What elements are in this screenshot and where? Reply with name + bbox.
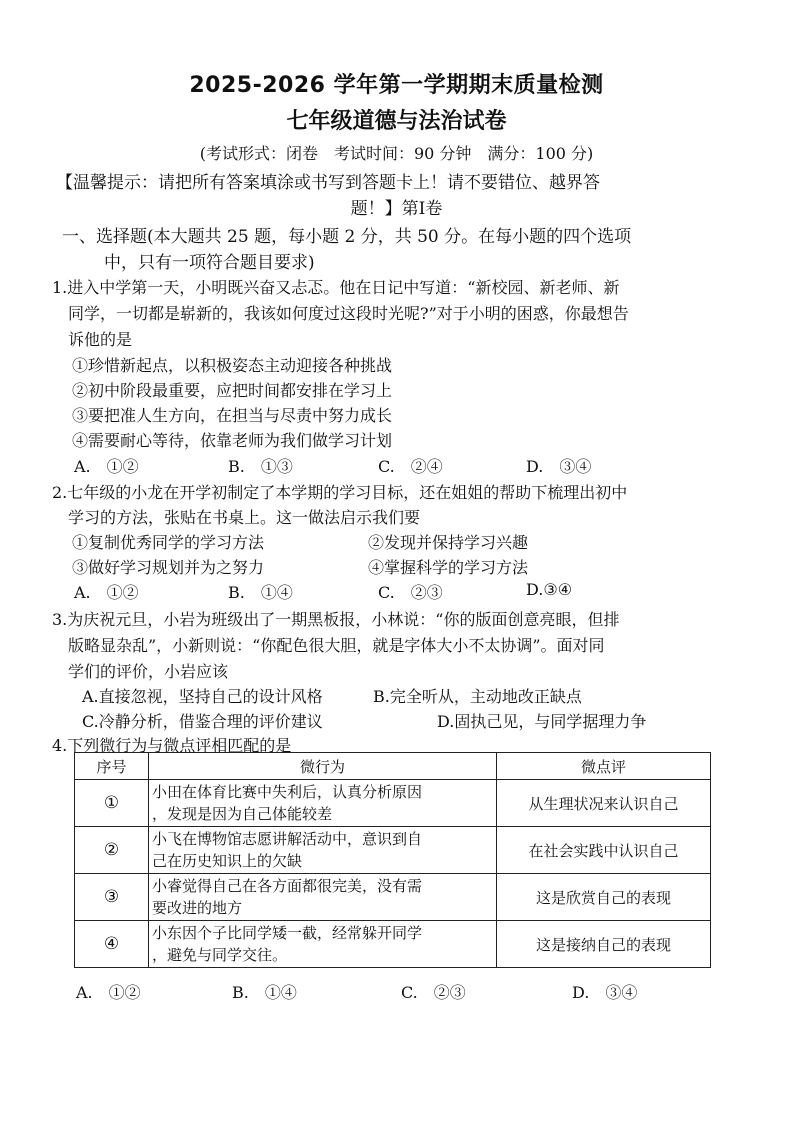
q1-option-c[interactable]: C. ②④ — [378, 457, 443, 476]
row-behavior-line: 小田在体育比赛中失利后，认真分析原因 — [152, 783, 423, 801]
row-behavior — [149, 827, 497, 874]
tip-line-2: 题！】第Ⅰ卷 — [350, 199, 443, 219]
row-behavior — [149, 780, 497, 827]
q2-stem-line-2: 学习的方法，张贴在书桌上。这一做法启示我们要 — [68, 508, 421, 527]
q4-option-b[interactable]: B. ①④ — [232, 983, 297, 1002]
row-comment: 在社会实践中认识自己 — [497, 827, 711, 874]
q1-stem-line-1: 1.进入中学第一天，小明既兴奋又忐忑。他在日记中写道：“新校园、新老师、新 — [52, 278, 620, 297]
q1-option-b[interactable]: B. ①③ — [228, 457, 293, 476]
q2-option-b[interactable]: B. ①④ — [228, 583, 293, 602]
row-behavior — [149, 874, 497, 921]
column-header-comment: 微点评 — [497, 753, 711, 780]
q4-option-a[interactable]: A. ①② — [76, 983, 141, 1002]
exam-title: 2025-2026 学年第一学期期末质量检测 — [189, 73, 604, 98]
column-header-behavior: 微行为 — [149, 753, 497, 780]
exam-info: (考试形式：闭卷 考试时间：90 分钟 满分：100 分) — [199, 144, 594, 163]
q3-option-d[interactable]: D.固执己见，与同学据理力争 — [437, 712, 647, 731]
tip-line-1: 【温馨提示：请把所有答案填涂或书写到答题卡上！请不要错位、越界答 — [56, 173, 600, 193]
q4-table — [74, 752, 711, 968]
row-number: ③ — [75, 874, 149, 921]
q2-item: ④掌握科学的学习方法 — [368, 558, 529, 577]
q2-option-a[interactable]: A. ①② — [74, 583, 139, 602]
q1-item: ①珍惜新起点，以积极姿态主动迎接各种挑战 — [72, 356, 393, 375]
row-behavior-line: 小飞在博物馆志愿讲解活动中，意识到自 — [152, 830, 423, 848]
q2-item: ②发现并保持学习兴趣 — [368, 533, 529, 552]
q3-option-b[interactable]: B.完全听从，主动地改正缺点 — [373, 687, 582, 706]
row-behavior-line: 要改进的地方 — [152, 899, 243, 917]
q4-stem: 4.下列微行为与微点评相匹配的是 — [52, 736, 292, 755]
row-comment: 这是接纳自己的表现 — [497, 921, 711, 968]
q1-item: ③要把准人生方向，在担当与尽责中努力成长 — [72, 406, 393, 425]
q2-stem-line-1: 2.七年级的小龙在开学初制定了本学期的学习目标，还在姐姐的帮助下梳理出初中 — [52, 483, 628, 502]
column-header-number: 序号 — [75, 753, 149, 780]
row-number: ② — [75, 827, 149, 874]
q1-stem-line-2: 同学，一切都是崭新的，我该如何度过这段时光呢?”对于小明的困惑，你最想告 — [68, 304, 629, 323]
q1-option-a[interactable]: A. ①② — [74, 457, 139, 476]
q1-item: ④需要耐心等待，依靠老师为我们做学习计划 — [72, 431, 393, 450]
q3-stem-line-3: 学们的评价，小岩应该 — [68, 662, 229, 681]
table-row — [75, 827, 711, 874]
q2-item: ③做好学习规划并为之努力 — [72, 558, 265, 577]
row-behavior-line: 小睿觉得自己在各方面都很完美，没有需 — [152, 877, 423, 895]
q1-item: ②初中阶段最重要，应把时间都安排在学习上 — [72, 381, 393, 400]
q3-stem-line-2: 版略显杂乱”，小新则说：“你配色很大胆，就是字体大小不太协调”。面对同 — [68, 636, 605, 655]
row-behavior — [149, 921, 497, 968]
q4-option-c[interactable]: C. ②③ — [401, 983, 466, 1002]
q3-option-c[interactable]: C.冷静分析，借鉴合理的评价建议 — [82, 712, 323, 731]
q2-option-d[interactable]: D.③④ — [526, 580, 573, 599]
table-header-row — [75, 753, 711, 780]
exam-subtitle: 七年级道德与法治试卷 — [286, 109, 507, 134]
table-row — [75, 780, 711, 827]
table-row — [75, 921, 711, 968]
row-behavior-line: ，避免与同学交往。 — [152, 946, 288, 964]
q1-option-d[interactable]: D. ③④ — [526, 457, 592, 476]
section-heading-line-2: 中，只有一项符合题目要求) — [104, 253, 315, 273]
q3-stem-line-1: 3.为庆祝元旦，小岩为班级出了一期黑板报，小林说：“你的版面创意亮眼，但排 — [52, 610, 620, 629]
row-comment: 这是欣赏自己的表现 — [497, 874, 711, 921]
row-number: ① — [75, 780, 149, 827]
row-behavior-line: ，发现是因为自己体能较差 — [152, 805, 333, 823]
table-row — [75, 874, 711, 921]
q3-option-a[interactable]: A.直接忽视，坚持自己的设计风格 — [82, 687, 323, 706]
row-behavior-line: 己在历史知识上的欠缺 — [152, 852, 303, 870]
section-heading-line-1: 一、选择题(本大题共 25 题，每小题 2 分，共 50 分。在每小题的四个选项 — [62, 227, 632, 247]
q2-item: ①复制优秀同学的学习方法 — [72, 533, 265, 552]
q1-stem-line-3: 诉他的是 — [68, 330, 133, 349]
row-number: ④ — [75, 921, 149, 968]
q2-option-c[interactable]: C. ②③ — [378, 583, 443, 602]
q4-option-d[interactable]: D. ③④ — [572, 983, 638, 1002]
row-behavior-line: 小东因个子比同学矮一截，经常躲开同学 — [152, 924, 423, 942]
row-comment: 从生理状况来认识自己 — [497, 780, 711, 827]
